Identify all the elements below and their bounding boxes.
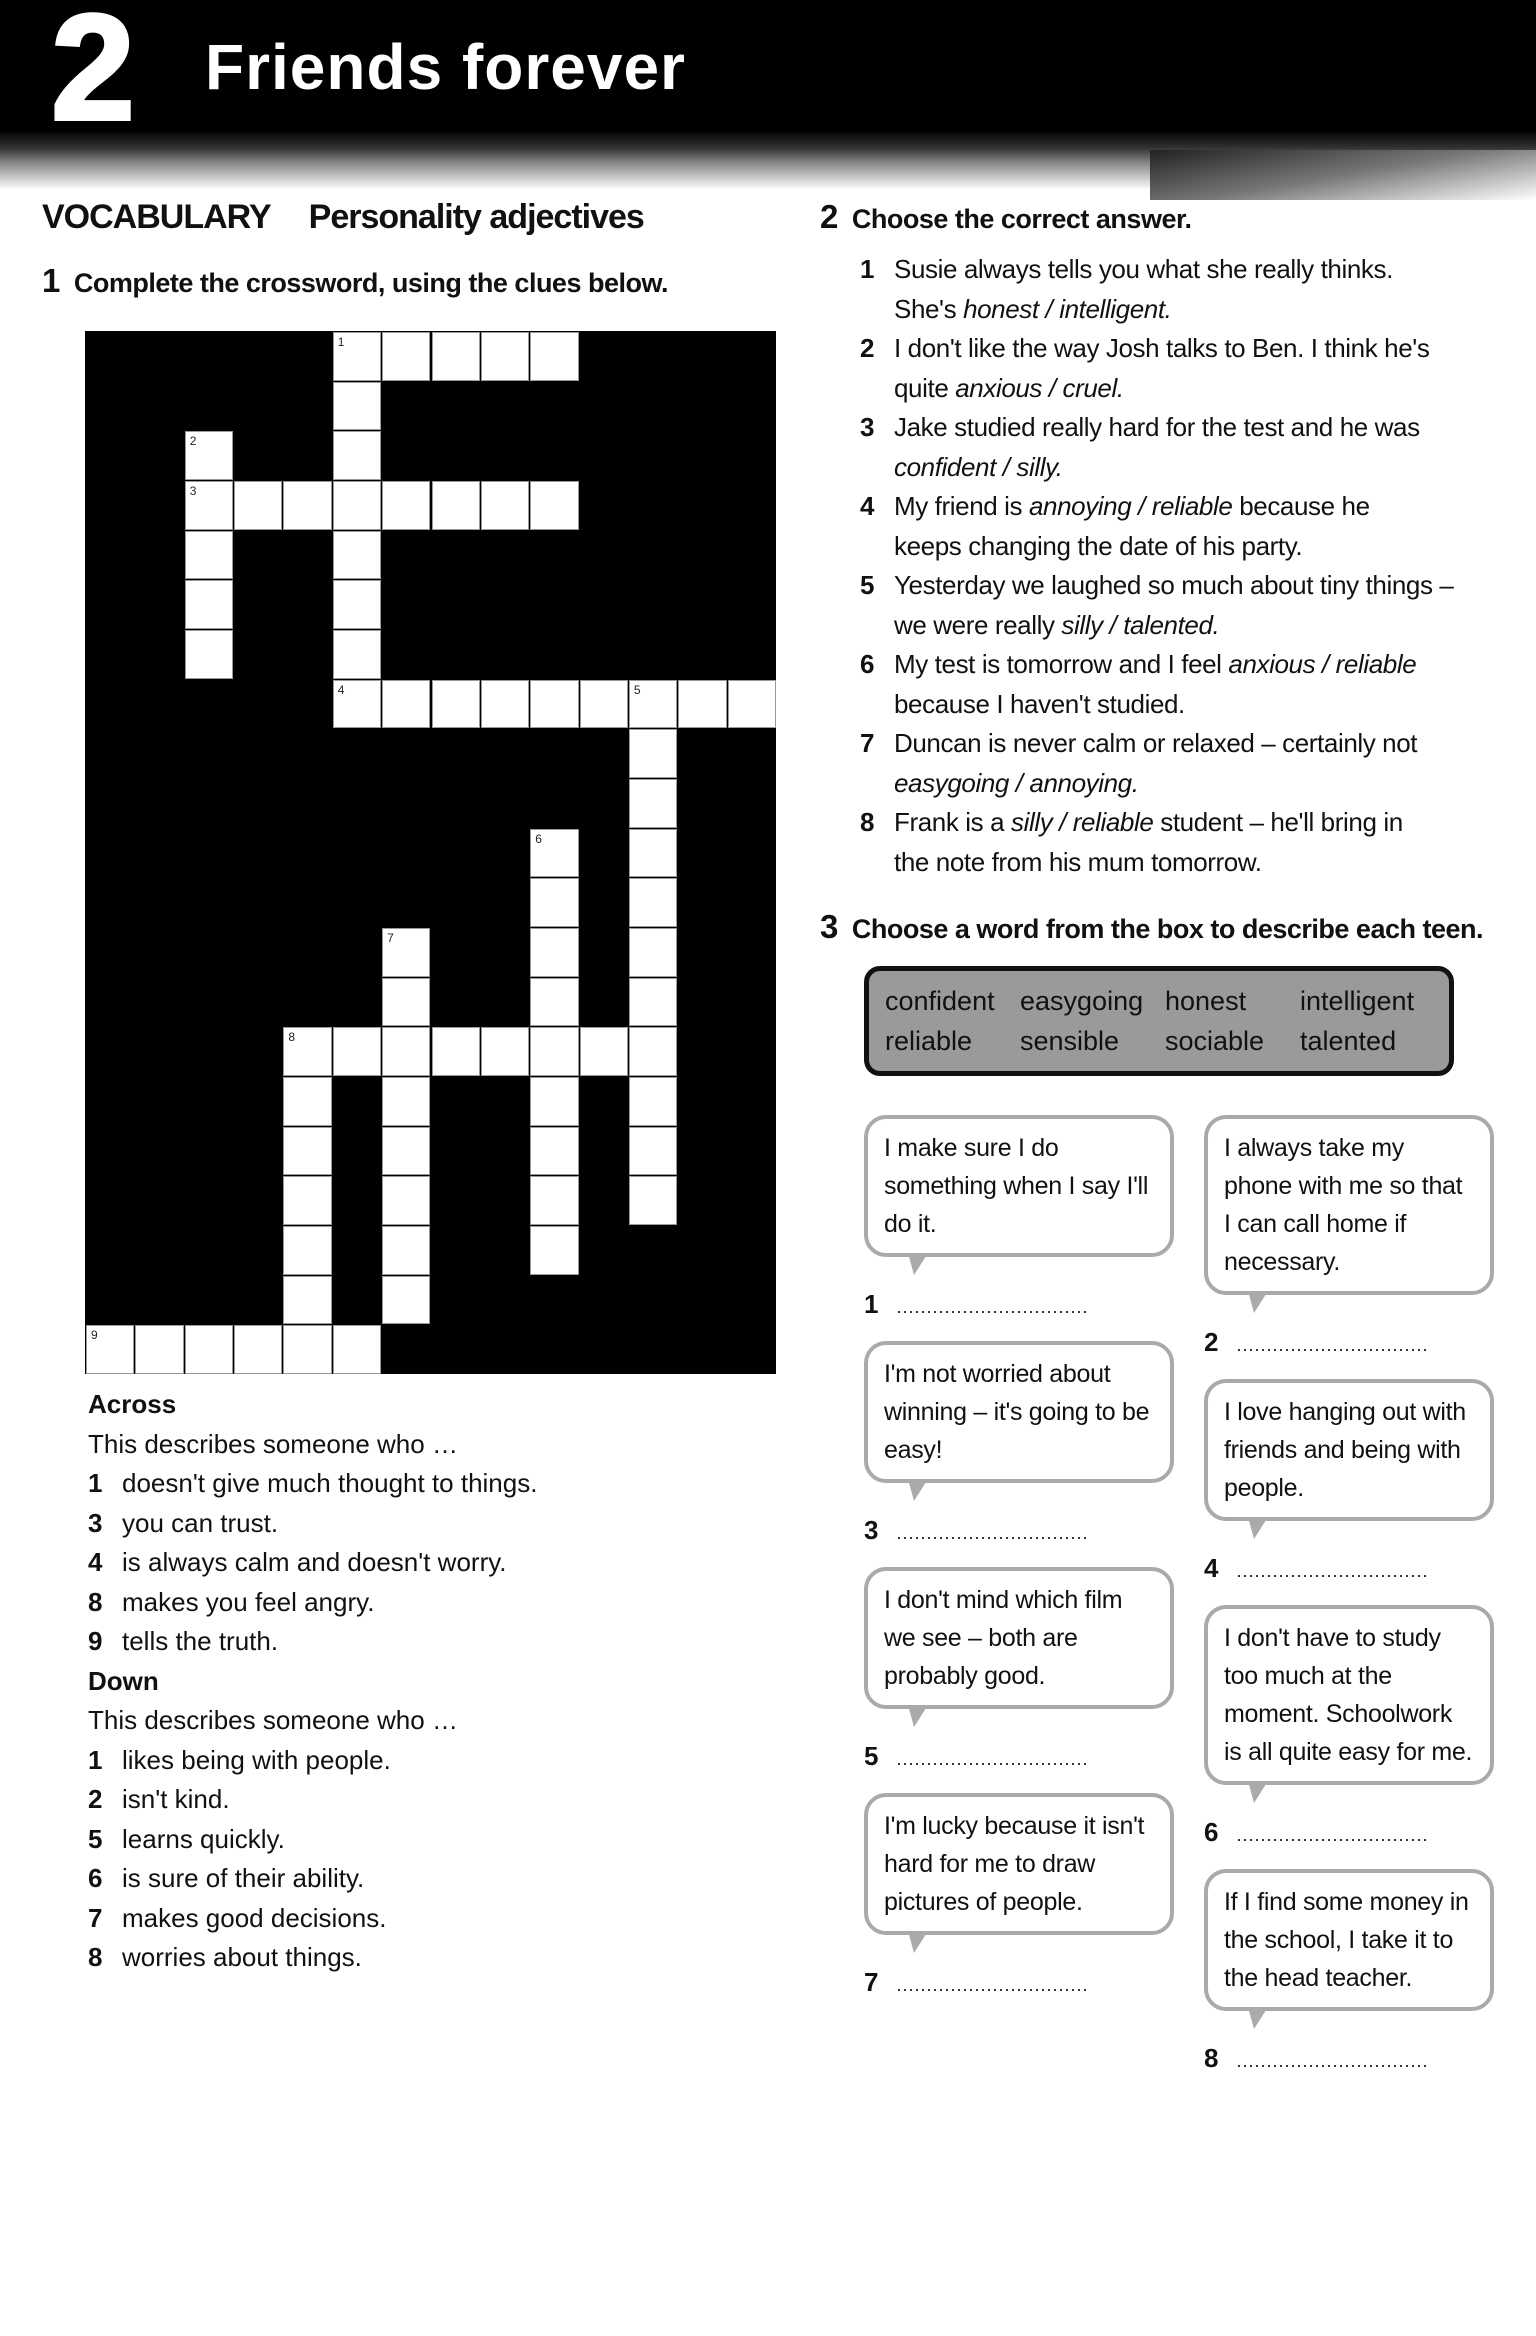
crossword-cell[interactable] <box>530 829 578 878</box>
crossword-cell[interactable] <box>629 829 677 878</box>
clue-item <box>88 1583 748 1623</box>
crossword-cell[interactable] <box>629 1027 677 1076</box>
answer-line[interactable] <box>1204 1327 1429 1360</box>
exercise-1-heading <box>42 262 668 300</box>
clue-item <box>88 1741 748 1781</box>
crossword-cell[interactable] <box>382 928 430 977</box>
clue-text: you can trust. <box>122 1507 279 1538</box>
answer-options[interactable]: silly / talented. <box>1061 609 1220 640</box>
question-item <box>860 487 1530 566</box>
clue-text: likes being with people. <box>122 1744 391 1775</box>
crossword-cell[interactable] <box>185 431 233 480</box>
crossword-cell[interactable] <box>333 382 381 431</box>
clue-text: learns quickly. <box>122 1823 285 1854</box>
crossword-cell[interactable] <box>382 332 430 381</box>
clue-number: 2 <box>88 1784 103 1814</box>
question-line <box>894 685 1530 725</box>
exercise-instruction: Choose a word from the box to describe each teen. <box>851 914 1483 944</box>
across-heading: Across <box>88 1389 177 1419</box>
clue-item <box>88 1938 748 1978</box>
question-text: I don't like the way Josh talks to Ben. I think he's <box>894 333 1430 363</box>
crossword-cell[interactable] <box>382 1226 430 1275</box>
question-text: we were really <box>894 609 1062 640</box>
across-clue-list <box>88 1464 748 1662</box>
crossword-cell[interactable] <box>333 431 381 480</box>
question-number: 5 <box>860 570 875 600</box>
answer-blank[interactable]: ................................ <box>1236 2051 1429 2071</box>
question-number: 3 <box>860 412 875 442</box>
question-line <box>894 843 1530 883</box>
crossword-cell[interactable] <box>185 580 233 629</box>
crossword-cell[interactable] <box>728 680 776 729</box>
speech-bubble: If I find some money in the school, I take it to the head teacher. <box>1204 1869 1494 2011</box>
question-line <box>894 250 1530 290</box>
exercise-2-heading <box>820 198 1191 236</box>
answer-line[interactable] <box>1204 1817 1429 1850</box>
answer-blank[interactable]: ................................ <box>1236 1561 1429 1581</box>
question-text: Susie always tells you what she really thinks. <box>894 254 1393 284</box>
question-line <box>894 527 1530 567</box>
down-clue-list <box>88 1741 748 1978</box>
exercise-number: 1 <box>42 262 60 299</box>
crossword-cell[interactable] <box>530 481 578 530</box>
answer-number: 3 <box>864 1515 879 1545</box>
exercise-instruction: Choose the correct answer. <box>851 204 1192 234</box>
crossword-cell[interactable] <box>580 680 628 729</box>
crossword-cell[interactable] <box>629 729 677 778</box>
clue-number: 9 <box>91 1328 98 1343</box>
word-box-word: sociable <box>1165 1026 1265 1056</box>
speech-bubble: I'm lucky because it isn't hard for me to draw pictures of people. <box>864 1793 1174 1935</box>
crossword-cell[interactable] <box>678 680 726 729</box>
crossword-cell[interactable] <box>382 481 430 530</box>
speech-bubble: I don't have to study too much at the moment. Schoolwork is all quite easy for me. <box>1204 1605 1494 1785</box>
clue-number: 4 <box>88 1547 103 1577</box>
crossword-cell[interactable] <box>629 1176 677 1225</box>
header-brush-edge <box>1150 150 1536 200</box>
answer-number: 6 <box>1204 1817 1219 1847</box>
answer-number: 1 <box>864 1289 879 1319</box>
clue-number: 1 <box>88 1744 103 1775</box>
answer-options[interactable]: anxious / reliable <box>1228 649 1417 679</box>
clue-number: 6 <box>88 1863 103 1893</box>
crossword-cell[interactable] <box>629 680 677 729</box>
question-text: the note from his mum tomorrow. <box>894 846 1262 877</box>
crossword-cell[interactable] <box>382 1127 430 1176</box>
question-line <box>894 329 1530 369</box>
question-item <box>860 645 1530 724</box>
question-text: Yesterday we laughed so much about tiny things – <box>894 570 1454 600</box>
crossword-cell[interactable] <box>185 1325 233 1374</box>
question-number: 7 <box>860 728 875 758</box>
answer-line[interactable] <box>1204 1553 1429 1586</box>
crossword-cell[interactable] <box>530 1127 578 1176</box>
crossword-cell[interactable] <box>185 630 233 679</box>
across-intro: This describes someone who … <box>88 1428 458 1459</box>
crossword-grid <box>85 331 776 1374</box>
crossword-cell[interactable] <box>629 1077 677 1126</box>
answer-number: 7 <box>864 1967 879 1997</box>
crossword-cell[interactable] <box>530 332 578 381</box>
crossword-cell[interactable] <box>530 878 578 927</box>
clue-text: makes you feel angry. <box>122 1586 375 1617</box>
crossword-cell[interactable] <box>629 779 677 828</box>
question-text: because he <box>1232 491 1370 521</box>
word-box-word: talented <box>1300 1026 1397 1056</box>
clue-number: 7 <box>88 1902 103 1933</box>
crossword-cell[interactable] <box>382 1077 430 1126</box>
answer-line[interactable] <box>864 1289 1089 1322</box>
clue-text: is always calm and doesn't worry. <box>122 1547 507 1577</box>
crossword-cell[interactable] <box>382 1176 430 1225</box>
section-topic: Personality adjectives <box>308 198 644 236</box>
down-intro: This describes someone who … <box>88 1705 458 1735</box>
crossword-cell[interactable] <box>629 1127 677 1176</box>
question-number: 2 <box>860 333 875 363</box>
clue-item <box>88 1464 748 1504</box>
question-text: She's <box>894 293 964 324</box>
crossword-cell[interactable] <box>530 928 578 977</box>
question-item <box>860 566 1530 645</box>
answer-line[interactable] <box>864 1741 1089 1774</box>
crossword-cell[interactable] <box>333 580 381 629</box>
question-line <box>894 448 1530 488</box>
clue-number: 5 <box>88 1823 103 1854</box>
answer-blank[interactable]: ................................ <box>896 1523 1089 1543</box>
clue-number: 9 <box>88 1626 103 1656</box>
exercise-number: 3 <box>820 908 838 945</box>
word-box-word: intelligent <box>1300 986 1415 1016</box>
crossword-clues <box>88 1385 748 1978</box>
question-number: 4 <box>860 491 875 521</box>
answer-options[interactable]: silly / reliable <box>1010 807 1154 837</box>
clue-number: 3 <box>189 484 197 498</box>
clue-item <box>88 1504 748 1544</box>
question-text: student – he'll bring in <box>1153 807 1403 837</box>
crossword-cell[interactable] <box>283 1176 331 1225</box>
crossword-cell[interactable] <box>382 978 430 1027</box>
answer-line[interactable] <box>1204 2043 1429 2076</box>
crossword-cell[interactable] <box>333 680 381 729</box>
crossword-cell[interactable] <box>135 1325 183 1374</box>
speech-bubble: I always take my phone with me so that I can call home if necessary. <box>1204 1115 1494 1295</box>
question-number: 8 <box>860 807 875 837</box>
word-box-word: honest <box>1165 986 1247 1016</box>
word-box-word: confident <box>885 986 995 1016</box>
crossword-cell[interactable] <box>382 680 430 729</box>
exercise-3-heading <box>820 908 1483 946</box>
crossword-cell[interactable] <box>234 1325 282 1374</box>
multiple-choice-list <box>860 250 1530 882</box>
answer-options[interactable]: honest / intelligent. <box>963 293 1172 324</box>
question-line <box>894 566 1530 606</box>
word-box-word: reliable <box>885 1026 973 1056</box>
crossword-cell[interactable] <box>333 531 381 580</box>
answer-number: 5 <box>864 1741 879 1771</box>
crossword-cell[interactable] <box>629 878 677 927</box>
question-item <box>860 803 1530 882</box>
question-text: Frank is a <box>894 807 1011 837</box>
word-box <box>864 966 1454 1076</box>
answer-number: 2 <box>1204 1327 1219 1357</box>
question-line <box>894 764 1530 804</box>
crossword-cell[interactable] <box>283 1226 331 1275</box>
clue-number: 6 <box>535 831 542 846</box>
crossword-cell[interactable] <box>481 1027 529 1076</box>
crossword-cell[interactable] <box>185 531 233 580</box>
exercise-instruction: Complete the crossword, using the clues below. <box>73 268 668 298</box>
crossword-cell[interactable] <box>86 1325 134 1374</box>
question-item <box>860 408 1530 487</box>
unit-number: 2 <box>51 0 135 151</box>
answer-blank[interactable]: ................................ <box>896 1975 1089 1995</box>
answer-number: 8 <box>1204 2043 1219 2073</box>
crossword-cell[interactable] <box>580 1027 628 1076</box>
crossword-cell[interactable] <box>283 1027 331 1076</box>
question-line <box>894 369 1530 409</box>
crossword-cell[interactable] <box>185 481 233 530</box>
clue-number: 8 <box>288 1030 296 1045</box>
crossword-cell[interactable] <box>629 978 677 1027</box>
question-line <box>894 487 1530 527</box>
question-line <box>894 645 1530 685</box>
clue-number: 5 <box>633 682 641 697</box>
answer-line[interactable] <box>864 1967 1089 2000</box>
clue-number: 1 <box>88 1468 103 1498</box>
clue-number: 3 <box>88 1507 103 1538</box>
speech-bubble: I make sure I do something when I say I'll do it. <box>864 1115 1174 1257</box>
question-line <box>894 803 1530 843</box>
question-text: My test is tomorrow and I feel <box>894 649 1229 679</box>
clue-item <box>88 1859 748 1899</box>
clue-number: 8 <box>88 1586 103 1617</box>
answer-blank[interactable]: ................................ <box>1236 1825 1429 1845</box>
crossword-cell[interactable] <box>432 680 480 729</box>
crossword-cell[interactable] <box>234 481 282 530</box>
crossword-cell[interactable] <box>481 680 529 729</box>
clue-text: tells the truth. <box>122 1626 279 1656</box>
exercise-number: 2 <box>820 198 838 235</box>
answer-options[interactable]: annoying / reliable <box>1028 491 1233 521</box>
question-line <box>894 408 1530 448</box>
clue-number: 7 <box>387 931 394 945</box>
question-line <box>894 606 1530 646</box>
question-text: keeps changing the date of his party. <box>894 530 1303 561</box>
crossword-cell[interactable] <box>432 332 480 381</box>
answer-blank[interactable]: ................................ <box>896 1297 1089 1317</box>
crossword-cell[interactable] <box>432 481 480 530</box>
speech-bubble: I don't mind which film we see – both are probably good. <box>864 1567 1174 1709</box>
crossword-cell[interactable] <box>530 680 578 729</box>
answer-blank[interactable]: ................................ <box>896 1749 1089 1769</box>
question-number: 6 <box>860 649 875 679</box>
word-box-word: sensible <box>1020 1026 1120 1056</box>
question-text: Jake studied really hard for the test and he was <box>894 412 1420 442</box>
crossword-cell[interactable] <box>283 481 331 530</box>
word-box-word: easygoing <box>1020 986 1144 1016</box>
question-item <box>860 250 1530 329</box>
clue-text: worries about things. <box>122 1942 362 1972</box>
answer-options[interactable]: anxious / cruel. <box>955 372 1124 403</box>
clue-item <box>88 1780 748 1820</box>
crossword-cell[interactable] <box>629 928 677 977</box>
crossword-cell[interactable] <box>283 1276 331 1325</box>
clue-item <box>88 1622 748 1662</box>
speech-bubble: I love hanging out with friends and being with people. <box>1204 1379 1494 1521</box>
crossword-cell[interactable] <box>530 978 578 1027</box>
clue-text: is sure of their ability. <box>122 1863 365 1893</box>
crossword-cell[interactable] <box>382 1276 430 1325</box>
speech-bubble: I'm not worried about winning – it's going to be easy! <box>864 1341 1174 1483</box>
crossword-cell[interactable] <box>333 630 381 679</box>
clue-number: 1 <box>337 335 345 349</box>
crossword-cell[interactable] <box>283 1325 331 1374</box>
crossword-cell[interactable] <box>333 332 381 381</box>
crossword-cell[interactable] <box>530 1176 578 1225</box>
crossword-cell[interactable] <box>382 1027 430 1076</box>
clue-item <box>88 1820 748 1860</box>
clue-item <box>88 1899 748 1939</box>
question-line <box>894 290 1530 330</box>
crossword-cell[interactable] <box>481 481 529 530</box>
crossword-cell[interactable] <box>432 1027 480 1076</box>
answer-number: 4 <box>1204 1553 1219 1583</box>
question-text: My friend is <box>894 491 1029 521</box>
page-title: Friends forever <box>205 31 686 103</box>
down-heading: Down <box>88 1665 159 1696</box>
crossword-cell[interactable] <box>333 1325 381 1374</box>
clue-number: 4 <box>337 682 345 697</box>
crossword-cell[interactable] <box>283 1127 331 1176</box>
clue-number: 8 <box>88 1942 103 1972</box>
question-text: quite <box>894 372 956 403</box>
answer-options[interactable]: confident / silly. <box>894 451 1063 482</box>
question-text: Duncan is never calm or relaxed – certainly not <box>894 728 1418 758</box>
crossword-cell[interactable] <box>530 1027 578 1076</box>
crossword-cell[interactable] <box>333 481 381 530</box>
clue-text: isn't kind. <box>122 1784 230 1814</box>
clue-number: 2 <box>189 434 197 449</box>
crossword-cell[interactable] <box>530 1226 578 1275</box>
question-line <box>894 724 1530 764</box>
crossword-cell[interactable] <box>530 1077 578 1126</box>
question-number: 1 <box>860 254 875 284</box>
crossword-cell[interactable] <box>333 1027 381 1076</box>
question-item <box>860 724 1530 803</box>
clue-text: makes good decisions. <box>122 1902 387 1933</box>
answer-blank[interactable]: ................................ <box>1236 1335 1429 1355</box>
answer-options[interactable]: easygoing / annoying. <box>894 767 1139 798</box>
answer-line[interactable] <box>864 1515 1089 1548</box>
crossword-cell[interactable] <box>283 1077 331 1126</box>
clue-text: doesn't give much thought to things. <box>122 1468 538 1498</box>
question-text: because I haven't studied. <box>894 688 1185 719</box>
section-heading <box>42 198 682 237</box>
crossword-cell[interactable] <box>481 332 529 381</box>
section-label: VOCABULARY <box>42 198 271 236</box>
question-item <box>860 329 1530 408</box>
clue-item <box>88 1543 748 1583</box>
